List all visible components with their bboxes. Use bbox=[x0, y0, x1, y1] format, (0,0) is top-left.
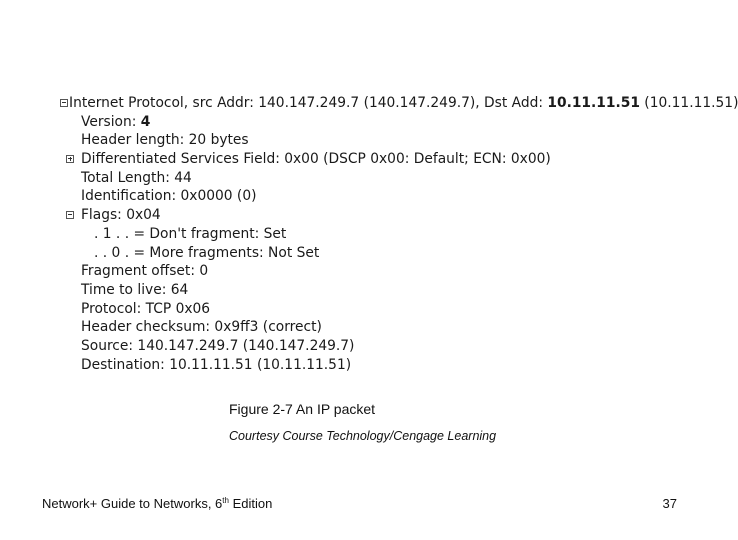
ttl-row[interactable] bbox=[60, 281, 710, 300]
collapse-icon[interactable] bbox=[66, 211, 74, 219]
ip-header-suffix: (10.11.11.51) bbox=[639, 95, 738, 111]
destination-row[interactable] bbox=[60, 356, 710, 375]
source-row[interactable] bbox=[60, 337, 710, 356]
flags-row[interactable] bbox=[60, 206, 710, 225]
protocol-text: Protocol: TCP 0x06 bbox=[81, 300, 211, 317]
protocol-row[interactable] bbox=[60, 300, 710, 319]
destination-text: Destination: 10.11.11.51 (10.11.11.51) bbox=[81, 356, 352, 373]
figure-caption: Figure 2-7 An IP packet bbox=[229, 401, 376, 417]
identification-text: Identification: 0x0000 (0) bbox=[81, 188, 257, 205]
version-row[interactable] bbox=[60, 113, 710, 132]
version-value: 4 bbox=[140, 113, 151, 130]
total-length-row[interactable] bbox=[60, 169, 710, 188]
flags-text: Flags: 0x04 bbox=[81, 207, 161, 224]
dsf-row[interactable] bbox=[60, 150, 710, 169]
collapse-icon[interactable] bbox=[60, 99, 68, 107]
header-length-row[interactable] bbox=[60, 131, 710, 150]
source-text: Source: 140.147.249.7 (140.147.249.7) bbox=[81, 337, 355, 354]
checksum-row[interactable] bbox=[60, 318, 710, 337]
ip-header-prefix: Internet Protocol, src Addr: 140.147.249.7 (140.147.249.7), Dst Add: bbox=[69, 95, 548, 111]
checksum-text: Header checksum: 0x9ff3 (correct) bbox=[81, 319, 322, 336]
fragment-offset-text: Fragment offset: 0 bbox=[81, 263, 209, 280]
ttl-text: Time to live: 64 bbox=[81, 281, 189, 298]
book-title-suffix: Edition bbox=[228, 496, 273, 511]
packet-detail-tree bbox=[60, 94, 738, 374]
header-length-text: Header length: 20 bytes bbox=[81, 132, 249, 149]
footer-book-title bbox=[42, 496, 272, 511]
ip-header-dst: 10.11.11.51 bbox=[547, 95, 640, 111]
fragment-offset-row[interactable] bbox=[60, 262, 710, 281]
dsf-text: Differentiated Services Field: 0x00 (DSCP 0x00: Default; ECN: 0x00) bbox=[81, 151, 551, 168]
identification-row[interactable] bbox=[60, 187, 710, 206]
dont-fragment-row[interactable] bbox=[60, 225, 710, 244]
figure-credit: Courtesy Course Technology/Cengage Learning bbox=[229, 429, 497, 443]
dont-fragment-text: . 1 . . = Don't fragment: Set bbox=[94, 225, 287, 242]
ip-header-row[interactable] bbox=[60, 94, 738, 113]
book-title-prefix: Network+ Guide to Networks, 6 bbox=[42, 496, 223, 511]
version-label: Version: bbox=[81, 113, 141, 130]
more-fragments-row[interactable] bbox=[60, 244, 710, 263]
book-title-sup: th bbox=[222, 496, 229, 505]
expand-icon[interactable] bbox=[66, 155, 74, 163]
page-number: 37 bbox=[662, 496, 677, 511]
total-length-text: Total Length: 44 bbox=[81, 169, 192, 186]
more-fragments-text: . . 0 . = More fragments: Not Set bbox=[94, 244, 320, 261]
